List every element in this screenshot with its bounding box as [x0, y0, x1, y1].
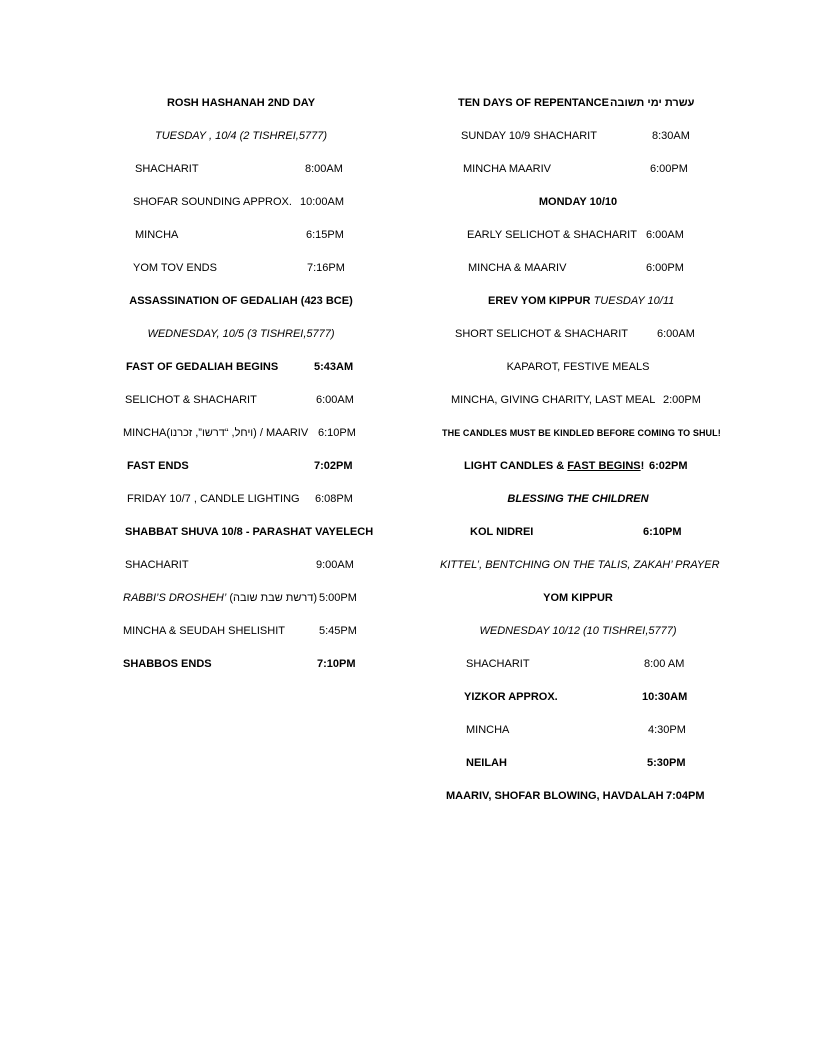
sunday-label: SUNDAY 10/9 SHACHARIT — [461, 130, 597, 142]
drosheh-time: 5:00PM — [319, 592, 357, 604]
candles-notice: THE CANDLES MUST BE KINDLED BEFORE COMING TO SHUL! — [442, 428, 721, 438]
monday-mincha-time: 6:00PM — [646, 262, 684, 274]
yizkor-label: YIZKOR APPROX. — [464, 691, 558, 703]
yk-mincha-label: MINCHA — [466, 724, 510, 736]
drosheh-hebrew: (דרשת שבת שובה) — [229, 592, 318, 604]
shabbos-ends-time: 7:10PM — [317, 658, 356, 670]
schedule-row — [440, 385, 716, 418]
maariv-label: MAARIV, SHOFAR BLOWING, HAVDALAH — [446, 790, 664, 802]
mincha-maariv-time: 6:00PM — [650, 163, 688, 175]
mincha-maariv-label: MINCHA MAARIV — [463, 163, 552, 175]
ten-days-hebrew: עשרת ימי תשובה — [610, 97, 695, 109]
schedule-row — [116, 649, 366, 682]
yomtov-label: YOM TOV ENDS — [133, 262, 217, 274]
schedule-row — [440, 451, 716, 484]
early-selichot-label: EARLY SELICHOT & SHACHARIT — [467, 229, 637, 241]
schedule-row — [116, 550, 366, 583]
fast-begins-label: FAST BEGINS — [567, 460, 641, 472]
kaparot-label: KAPAROT, FESTIVE MEALS — [506, 361, 650, 373]
gedaliah-title: ASSASSINATION OF GEDALIAH (423 BCE) — [129, 295, 353, 307]
yk-title-row — [440, 583, 716, 616]
shacharit-label: SHACHARIT — [135, 163, 199, 175]
erev-title-row — [440, 286, 716, 319]
yk-shacharit-time: 8:00 AM — [644, 658, 685, 670]
charity-label: MINCHA, GIVING CHARITY, LAST MEAL — [451, 394, 656, 406]
mincha-label: MINCHA — [135, 229, 179, 241]
shabbat-title-row — [116, 517, 374, 550]
schedule-row — [440, 121, 716, 154]
schedule-row — [116, 220, 366, 253]
shabbat-shacharit-label: SHACHARIT — [125, 559, 189, 571]
monday-title: MONDAY 10/10 — [538, 196, 618, 208]
fast-ends-time: 7:02PM — [314, 460, 353, 472]
schedule-row — [116, 484, 366, 517]
yk-shacharit-label: SHACHARIT — [466, 658, 530, 670]
schedule-row — [116, 616, 366, 649]
yk-title: YOM KIPPUR — [543, 592, 613, 604]
schedule-row — [440, 319, 716, 352]
selichot-time: 6:00AM — [316, 394, 354, 406]
fast-begins-time: 5:43AM — [314, 361, 354, 373]
schedule-row — [116, 418, 366, 451]
kaparot-row — [440, 352, 716, 385]
yk-date-row — [440, 616, 716, 649]
schedule-row — [116, 154, 366, 187]
schedule-row — [440, 748, 716, 781]
gedaliah-date-row — [116, 319, 366, 352]
fast-ends-label: FAST ENDS — [127, 460, 189, 472]
shacharit-time: 8:00AM — [305, 163, 343, 175]
mincha-time: 6:15PM — [306, 229, 344, 241]
schedule-row — [116, 583, 366, 616]
schedule-row — [440, 649, 716, 682]
early-selichot-time: 6:00AM — [646, 229, 684, 241]
seudah-time: 5:45PM — [319, 625, 357, 637]
shabbat-title: SHABBAT SHUVA 10/8 - PARASHAT VAYELECH — [125, 526, 374, 538]
schedule-row — [440, 715, 716, 748]
friday-label: FRIDAY 10/7 , CANDLE LIGHTING — [127, 493, 300, 505]
schedule-row — [440, 781, 716, 814]
monday-title-row — [440, 187, 716, 220]
right-column — [440, 88, 721, 814]
friday-time: 6:08PM — [315, 493, 353, 505]
rh-date: TUESDAY , 10/4 (2 TISHREI,5777) — [155, 130, 327, 142]
shofar-time: 10:00AM — [300, 196, 345, 208]
erev-date: TUESDAY 10/11 — [593, 295, 675, 307]
yomtov-time: 7:16PM — [307, 262, 345, 274]
shofar-label: SHOFAR SOUNDING APPROX. — [133, 196, 292, 208]
shabbat-shacharit-time: 9:00AM — [316, 559, 354, 571]
schedule-row — [116, 253, 366, 286]
short-selichot-label: SHORT SELICHOT & SHACHARIT — [455, 328, 628, 340]
yk-date: WEDNESDAY 10/12 (10 TISHREI,5777) — [479, 625, 677, 637]
gedaliah-date: WEDNESDAY, 10/5 (3 TISHREI,5777) — [147, 328, 335, 340]
light-candles-time: 6:02PM — [649, 460, 688, 472]
schedule-row — [116, 451, 366, 484]
schedule-row — [440, 517, 716, 550]
light-candles-label: LIGHT CANDLES & — [464, 460, 568, 472]
neilah-label: NEILAH — [466, 757, 507, 769]
seudah-label: MINCHA & SEUDAH SHELISHIT — [123, 625, 285, 637]
selichot-label: SELICHOT & SHACHARIT — [125, 394, 257, 406]
rh-title-row — [116, 88, 366, 121]
sunday-time: 8:30AM — [652, 130, 690, 142]
gedaliah-title-row — [116, 286, 366, 319]
charity-time: 2:00PM — [663, 394, 701, 406]
mincha-maariv-time: 6:10PM — [318, 427, 356, 439]
schedule-row — [440, 154, 716, 187]
rh-title: ROSH HASHANAH 2ND DAY — [166, 97, 316, 109]
yk-mincha-time: 4:30PM — [648, 724, 686, 736]
schedule-row — [116, 352, 366, 385]
rh-date-row — [116, 121, 366, 154]
blessing-row — [440, 484, 716, 517]
fast-begins-label: FAST OF GEDALIAH BEGINS — [126, 361, 279, 373]
left-column — [116, 88, 374, 682]
kittel-row — [440, 550, 720, 583]
schedule-row — [440, 682, 716, 715]
blessing-label: BLESSING THE CHILDREN — [507, 493, 649, 505]
monday-mincha-label: MINCHA & MAARIV — [468, 262, 567, 274]
candles-notice-row — [440, 418, 721, 451]
shabbos-ends-label: SHABBOS ENDS — [123, 658, 212, 670]
schedule-row — [116, 187, 366, 220]
kol-nidrei-time: 6:10PM — [643, 526, 682, 538]
schedule-row — [116, 385, 366, 418]
kol-nidrei-label: KOL NIDREI — [470, 526, 534, 538]
erev-title: EREV YOM KIPPUR — [488, 295, 591, 307]
maariv-time: 7:04PM — [666, 790, 705, 802]
schedule-row — [440, 253, 716, 286]
kittel-label: KITTEL’, BENTCHING ON THE TALIS, ZAKAH’ PRAYER — [440, 559, 720, 571]
mincha-maariv-label: MINCHA(ויחל, “דרשו”, זכרנו) / MAARIV — [123, 427, 309, 439]
neilah-time: 5:30PM — [647, 757, 686, 769]
drosheh-label: RABBI’S DROSHEH’ — [123, 592, 227, 604]
fast-begins-excl: ! — [640, 460, 645, 472]
ten-days-title: TEN DAYS OF REPENTANCE — [458, 97, 609, 109]
schedule-row — [440, 220, 716, 253]
short-selichot-time: 6:00AM — [657, 328, 695, 340]
ten-days-title-row — [440, 88, 716, 121]
yizkor-time: 10:30AM — [642, 691, 688, 703]
